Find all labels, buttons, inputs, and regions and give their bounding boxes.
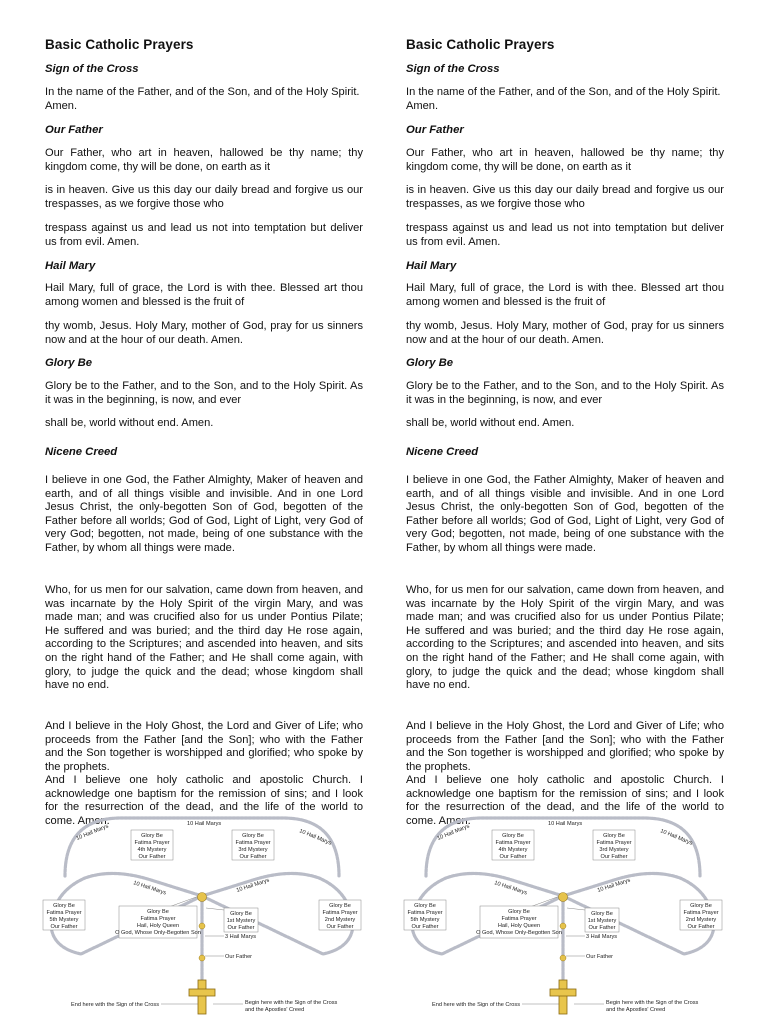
svg-text:Glory Be: Glory Be xyxy=(603,833,625,839)
svg-text:Fatima Prayer: Fatima Prayer xyxy=(235,840,271,846)
crucifix-icon xyxy=(550,980,576,1014)
svg-text:Begin here with the Sign of th: Begin here with the Sign of the Cross xyxy=(245,1000,338,1006)
svg-text:Our Father: Our Father xyxy=(586,954,614,960)
svg-text:10 Hail Marys: 10 Hail Marys xyxy=(132,880,167,897)
svg-text:Fatima Prayer: Fatima Prayer xyxy=(407,910,443,916)
svg-text:Begin here with the Sign of th: Begin here with the Sign of the Cross xyxy=(606,1000,699,1006)
our-father-heading: Our Father xyxy=(45,124,103,136)
svg-text:1st Mystery: 1st Mystery xyxy=(587,918,617,924)
svg-text:10 Hail Marys: 10 Hail Marys xyxy=(75,823,110,842)
hail-mary-para-2: thy womb, Jesus. Holy Mary, mother of God, pray for us sinners now and at the hour of our death. Amen. xyxy=(45,320,363,346)
svg-text:Glory Be: Glory Be xyxy=(690,903,712,909)
sign-of-cross-text: In the name of the Father, and of the Son, and of the Holy Spirit. Amen. xyxy=(45,86,360,112)
nicene-creed-para-2: Who, for us men for our salvation, came down from heaven, and was incarnate by the Holy Spirit of the virgin Mary, and was made man; and was crucified also for us under Pontius Pilate; He suffered and was buried; and the third day He rose again, according to the Scriptures; and ascended into heaven, and sits on the right hand of the Father; and He shall come again, with glory, to judge the quick and the dead; whose kingdom shall have no end. xyxy=(406,584,724,692)
svg-text:Fatima Prayer: Fatima Prayer xyxy=(501,916,537,922)
glory-be-heading: Glory Be xyxy=(406,357,454,369)
svg-text:Fatima Prayer: Fatima Prayer xyxy=(46,910,82,916)
svg-text:O God, Whose Only-Begotten Son: O God, Whose Only-Begotten Son xyxy=(115,930,201,936)
svg-text:2nd Mystery: 2nd Mystery xyxy=(324,917,356,923)
nicene-creed-para-4: And I believe one holy catholic and apostolic Church. I acknowledge one baptism for the remission of sins; and I look for the resurrection of the dead, and the life of the world to come. Amen. xyxy=(406,774,724,827)
svg-text:Fatima Prayer: Fatima Prayer xyxy=(596,840,632,846)
sign-of-cross-heading: Sign of the Cross xyxy=(45,63,139,75)
nicene-creed-heading: Nicene Creed xyxy=(45,446,118,458)
svg-text:3 Hail Marys: 3 Hail Marys xyxy=(225,934,257,940)
nicene-creed-para-3: And I believe in the Holy Ghost, the Lord and Giver of Life; who proceeds from the Father [and the Son]; who with the Father and the Son together is worshipped and glorified; who spoke by the prophets. xyxy=(45,720,363,773)
svg-text:Our Father: Our Father xyxy=(326,924,354,930)
svg-text:Our Father: Our Father xyxy=(600,854,628,860)
our-father-para-2: is in heaven. Give us this day our daily bread and forgive us our trespasses, as we forgive those who xyxy=(406,184,724,210)
prayer-card-right xyxy=(406,0,724,1024)
svg-text:3rd Mystery: 3rd Mystery xyxy=(238,847,268,853)
svg-text:End here with the Sign of the: End here with the Sign of the Cross xyxy=(432,1002,520,1008)
svg-text:Our Father: Our Father xyxy=(499,854,527,860)
nicene-creed-para-2: Who, for us men for our salvation, came down from heaven, and was incarnate by the Holy Spirit of the virgin Mary, and was made man; and was crucified also for us under Pontius Pilate; He suffered and was buried; and the third day He rose again, according to the Scriptures; and ascended into heaven, and sits on the right hand of the Father; and He shall come again, with glory, to judge the quick and the dead; whose kingdom shall have no end. xyxy=(45,584,363,692)
svg-text:and the Apostles' Creed: and the Apostles' Creed xyxy=(606,1007,666,1013)
svg-text:2nd Mystery: 2nd Mystery xyxy=(685,917,717,923)
svg-text:Our Father: Our Father xyxy=(50,924,78,930)
sign-of-cross-text: In the name of the Father, and of the Son, and of the Holy Spirit. Amen. xyxy=(406,86,721,112)
svg-text:3rd Mystery: 3rd Mystery xyxy=(599,847,629,853)
svg-text:Hail, Holy Queen: Hail, Holy Queen xyxy=(136,923,180,929)
prayer-card-left xyxy=(45,0,363,1024)
hail-mary-para-1: Hail Mary, full of grace, the Lord is with thee. Blessed art thou among women and blessed is the fruit of xyxy=(45,282,363,308)
rosary-centerpiece xyxy=(198,893,207,902)
rosary-diagram xyxy=(402,808,724,1018)
svg-text:10 Hail Marys: 10 Hail Marys xyxy=(298,828,333,847)
svg-text:5th Mystery: 5th Mystery xyxy=(49,917,79,923)
glory-be-para-2: shall be, world without end. Amen. xyxy=(406,417,575,429)
svg-text:Fatima Prayer: Fatima Prayer xyxy=(322,910,358,916)
nicene-creed-heading: Nicene Creed xyxy=(406,446,479,458)
our-father-para-3: trespass against us and lead us not into temptation but deliver us from evil. Amen. xyxy=(406,222,724,248)
rosary-centerpiece xyxy=(559,893,568,902)
svg-text:Our Father: Our Father xyxy=(225,954,253,960)
svg-text:Glory Be: Glory Be xyxy=(414,903,436,909)
svg-text:3 Hail Marys: 3 Hail Marys xyxy=(586,934,618,940)
svg-text:Our Father: Our Father xyxy=(138,854,166,860)
hail-mary-heading: Hail Mary xyxy=(406,260,457,272)
svg-text:10 Hail Marys: 10 Hail Marys xyxy=(596,877,632,894)
glory-be-para-1: Glory be to the Father, and to the Son, and to the Holy Spirit. As it was in the beginning, is now, and ever xyxy=(406,380,724,406)
nicene-creed-para-4: And I believe one holy catholic and apostolic Church. I acknowledge one baptism for the remission of sins; and I look for the resurrection of the dead, and the life of the world to come. Amen. xyxy=(45,774,363,827)
svg-text:Our Father: Our Father xyxy=(227,925,255,931)
svg-text:Fatima Prayer: Fatima Prayer xyxy=(140,916,176,922)
our-father-para-3: trespass against us and lead us not into temptation but deliver us from evil. Amen. xyxy=(45,222,363,248)
svg-text:Glory Be: Glory Be xyxy=(329,903,351,909)
svg-text:Glory Be: Glory Be xyxy=(502,833,524,839)
svg-text:Glory Be: Glory Be xyxy=(53,903,75,909)
svg-text:4th Mystery: 4th Mystery xyxy=(498,847,528,853)
svg-text:Hail, Holy Queen: Hail, Holy Queen xyxy=(497,923,541,929)
our-father-para-1: Our Father, who art in heaven, hallowed be thy name; thy kingdom come, thy will be done, on earth as it xyxy=(406,147,724,173)
svg-text:Glory Be: Glory Be xyxy=(591,911,613,917)
svg-text:5th Mystery: 5th Mystery xyxy=(410,917,440,923)
svg-text:1st Mystery: 1st Mystery xyxy=(226,918,256,924)
page-title: Basic Catholic Prayers xyxy=(45,37,194,52)
crucifix-icon xyxy=(189,980,215,1014)
hail-mary-para-1: Hail Mary, full of grace, the Lord is with thee. Blessed art thou among women and blessed is the fruit of xyxy=(406,282,724,308)
svg-text:Glory Be: Glory Be xyxy=(230,911,252,917)
svg-text:Fatima Prayer: Fatima Prayer xyxy=(495,840,531,846)
svg-text:4th Mystery: 4th Mystery xyxy=(137,847,167,853)
hail-mary-para-2: thy womb, Jesus. Holy Mary, mother of God, pray for us sinners now and at the hour of our death. Amen. xyxy=(406,320,724,346)
svg-text:Glory Be: Glory Be xyxy=(508,909,530,915)
svg-text:Our Father: Our Father xyxy=(239,854,267,860)
svg-text:Our Father: Our Father xyxy=(687,924,715,930)
svg-text:Glory Be: Glory Be xyxy=(242,833,264,839)
svg-text:Our Father: Our Father xyxy=(411,924,439,930)
svg-text:10 Hail Marys: 10 Hail Marys xyxy=(436,823,471,842)
our-father-heading: Our Father xyxy=(406,124,464,136)
glory-be-heading: Glory Be xyxy=(45,357,93,369)
svg-text:Our Father: Our Father xyxy=(588,925,616,931)
svg-text:Glory Be: Glory Be xyxy=(147,909,169,915)
svg-text:Fatima Prayer: Fatima Prayer xyxy=(134,840,170,846)
svg-text:End here with the Sign of the: End here with the Sign of the Cross xyxy=(71,1002,159,1008)
rosary-diagram xyxy=(41,808,363,1018)
svg-text:10 Hail Marys: 10 Hail Marys xyxy=(187,821,222,827)
svg-text:10 Hail Marys: 10 Hail Marys xyxy=(548,821,583,827)
our-father-para-2: is in heaven. Give us this day our daily bread and forgive us our trespasses, as we forgive those who xyxy=(45,184,363,210)
glory-be-para-1: Glory be to the Father, and to the Son, and to the Holy Spirit. As it was in the beginning, is now, and ever xyxy=(45,380,363,406)
nicene-creed-para-1: I believe in one God, the Father Almighty, Maker of heaven and earth, and of all things visible and invisible. And in one Lord Jesus Christ, the only-begotten Son of God, begotten of the Father before all worlds; God of God, Light of Light, very God of very God; begotten, not made, being of one substance with the Father, by whom all things were made. xyxy=(406,474,724,554)
svg-text:Fatima Prayer: Fatima Prayer xyxy=(683,910,719,916)
sign-of-cross-heading: Sign of the Cross xyxy=(406,63,500,75)
our-father-para-1: Our Father, who art in heaven, hallowed be thy name; thy kingdom come, thy will be done, on earth as it xyxy=(45,147,363,173)
glory-be-para-2: shall be, world without end. Amen. xyxy=(45,417,214,429)
hail-mary-heading: Hail Mary xyxy=(45,260,96,272)
svg-text:10 Hail Marys: 10 Hail Marys xyxy=(235,877,271,894)
svg-text:Glory Be: Glory Be xyxy=(141,833,163,839)
nicene-creed-para-1: I believe in one God, the Father Almighty, Maker of heaven and earth, and of all things visible and invisible. And in one Lord Jesus Christ, the only-begotten Son of God, begotten of the Father before all worlds; God of God, Light of Light, very God of very God; begotten, not made, being of one substance with the Father, by whom all things were made. xyxy=(45,474,363,554)
page-title: Basic Catholic Prayers xyxy=(406,37,555,52)
nicene-creed-para-3: And I believe in the Holy Ghost, the Lord and Giver of Life; who proceeds from the Father [and the Son]; who with the Father and the Son together is worshipped and glorified; who spoke by the prophets. xyxy=(406,720,724,773)
svg-text:10 Hail Marys: 10 Hail Marys xyxy=(659,828,694,847)
svg-text:10 Hail Marys: 10 Hail Marys xyxy=(493,880,528,897)
svg-text:O God, Whose Only-Begotten Son: O God, Whose Only-Begotten Son xyxy=(476,930,562,936)
svg-text:and the Apostles' Creed: and the Apostles' Creed xyxy=(245,1007,305,1013)
